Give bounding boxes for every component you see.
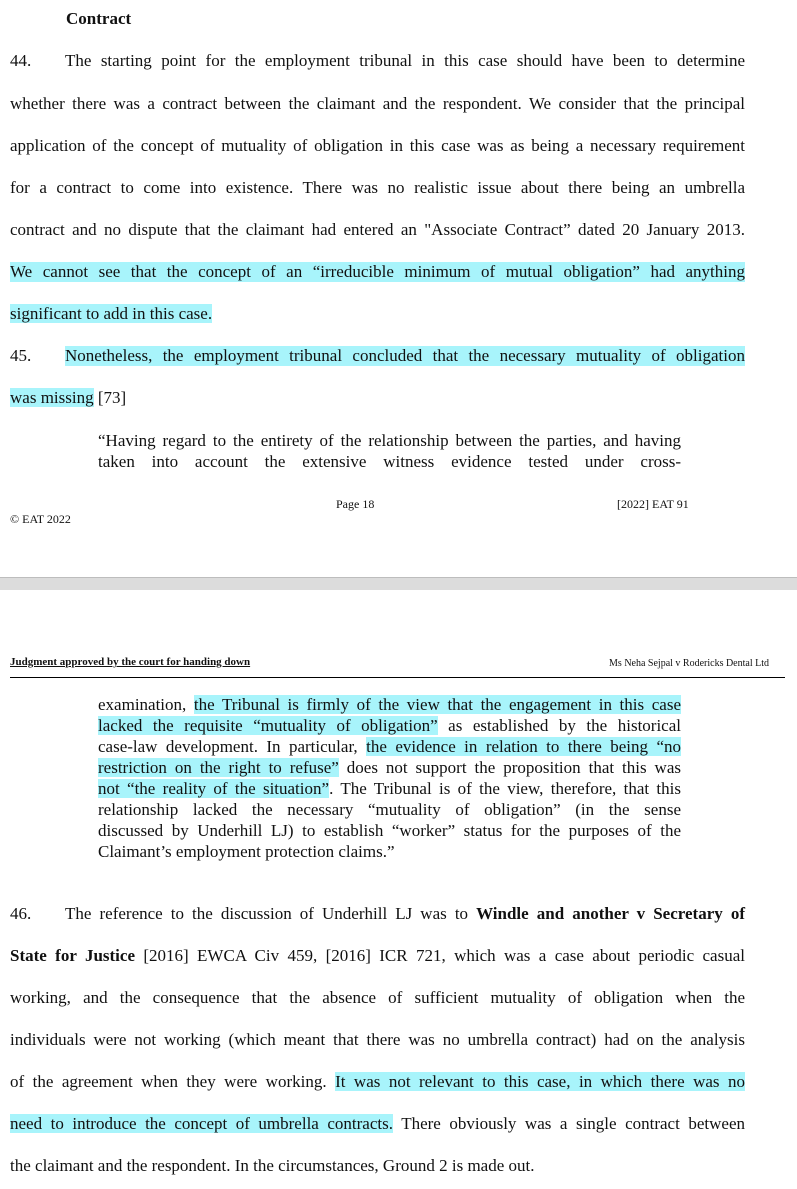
quote-cont-line-1: examination, the Tribunal is firmly of the view that the engagement in this case bbox=[98, 695, 681, 714]
para-46-number: 46. bbox=[10, 904, 32, 923]
highlight: lacked the requisite “mutuality of obligation” bbox=[98, 716, 438, 735]
quote-cont-line-8: Claimant’s employment protection claims.” bbox=[98, 842, 395, 861]
para-45-number: 45. bbox=[10, 346, 32, 365]
para-46-line-5: of the agreement when they were working. It was not relevant to this case, in which there was no bbox=[10, 1072, 746, 1091]
header-rule bbox=[10, 677, 785, 678]
highlight: not “the reality of the situation” bbox=[98, 779, 330, 798]
quote-cont-line-5: not “the reality of the situation”. The Tribunal is of the view, therefore, that this bbox=[98, 779, 681, 798]
highlight: was missing bbox=[10, 388, 94, 407]
copyright: © EAT 2022 bbox=[10, 512, 71, 526]
para-44-line-5: contract and no dispute that the claimant had entered an "Associate Contract” dated 20 January 2013. bbox=[10, 220, 745, 239]
quote-cont-line-4: restriction on the right to refuse” does not support the proposition that this was bbox=[98, 758, 681, 777]
highlight: restriction on the right to refuse” bbox=[98, 758, 339, 777]
highlight: the Tribunal is firmly of the view that the engagement in this case bbox=[193, 695, 681, 714]
judgment-header: Judgment approved by the court for handing down bbox=[10, 656, 251, 668]
case-name-header: Ms Neha Sejpal v Rodericks Dental Ltd bbox=[609, 658, 769, 669]
para-45-line-1 bbox=[10, 346, 745, 366]
para-46-line-2: State for Justice [2016] EWCA Civ 459, [2016] ICR 721, which was a case about periodic casual bbox=[10, 946, 745, 965]
page-number: Page 18 bbox=[336, 497, 375, 511]
citation: [2022] EAT 91 bbox=[617, 497, 689, 511]
para-45-line-2: was missing [73] bbox=[10, 388, 127, 407]
quote-cont-line-7: discussed by Underhill LJ) to establish “worker” status for the purposes of the bbox=[98, 821, 681, 840]
para-46-line-4: individuals were not working (which meant that there was no umbrella contract) had on the analysis bbox=[10, 1030, 745, 1049]
highlight: significant to add in this case. bbox=[10, 304, 213, 323]
para-46-line-6: need to introduce the concept of umbrella contracts. There obviously was a single contract between bbox=[10, 1114, 745, 1133]
highlight: the evidence in relation to there being “no bbox=[366, 737, 681, 756]
para-44-line-4: for a contract to come into existence. There was no realistic issue about there being an umbrella bbox=[10, 178, 745, 197]
quote-line-1: “Having regard to the entirety of the relationship between the parties, and having bbox=[98, 431, 681, 450]
para-44-line-2: whether there was a contract between the claimant and the respondent. We consider that the principal bbox=[10, 94, 745, 113]
para-44-line-3: application of the concept of mutuality of obligation in this case was as being a necessary requirement bbox=[10, 136, 745, 155]
quote-cont-line-3: case-law development. In particular, the evidence in relation to there being “no bbox=[98, 737, 681, 756]
quote-cont-line-6: relationship lacked the necessary “mutuality of obligation” (in the sense bbox=[98, 800, 681, 819]
quote-cont-line-2: lacked the requisite “mutuality of obligation” as established by the historical bbox=[98, 716, 681, 735]
highlight: It was not relevant to this case, in which there was no bbox=[335, 1072, 746, 1091]
highlight: Nonetheless, the employment tribunal concluded that the necessary mutuality of obligation bbox=[65, 346, 745, 365]
para-46-line-3: working, and the consequence that the absence of sufficient mutuality of obligation when the bbox=[10, 988, 745, 1007]
para-46-line-1: 46. The reference to the discussion of Underhill LJ was to Windle and another v Secretary of bbox=[10, 904, 745, 923]
para-44-line-6-highlight: We cannot see that the concept of an “irreducible minimum of mutual obligation” had anything bbox=[10, 262, 745, 281]
para-44-line-7 bbox=[10, 304, 212, 324]
page-separator bbox=[0, 577, 797, 590]
para-44-number: 44. bbox=[10, 51, 32, 70]
quote-line-2: taken into account the extensive witness evidence tested under cross- bbox=[98, 452, 681, 471]
highlight: need to introduce the concept of umbrella contracts. bbox=[10, 1114, 393, 1133]
para-44-line-1: 44. The starting point for the employment tribunal in this case should have been to determine bbox=[10, 51, 745, 70]
section-heading: Contract bbox=[66, 9, 132, 28]
para-46-line-7: the claimant and the respondent. In the circumstances, Ground 2 is made out. bbox=[10, 1156, 535, 1175]
